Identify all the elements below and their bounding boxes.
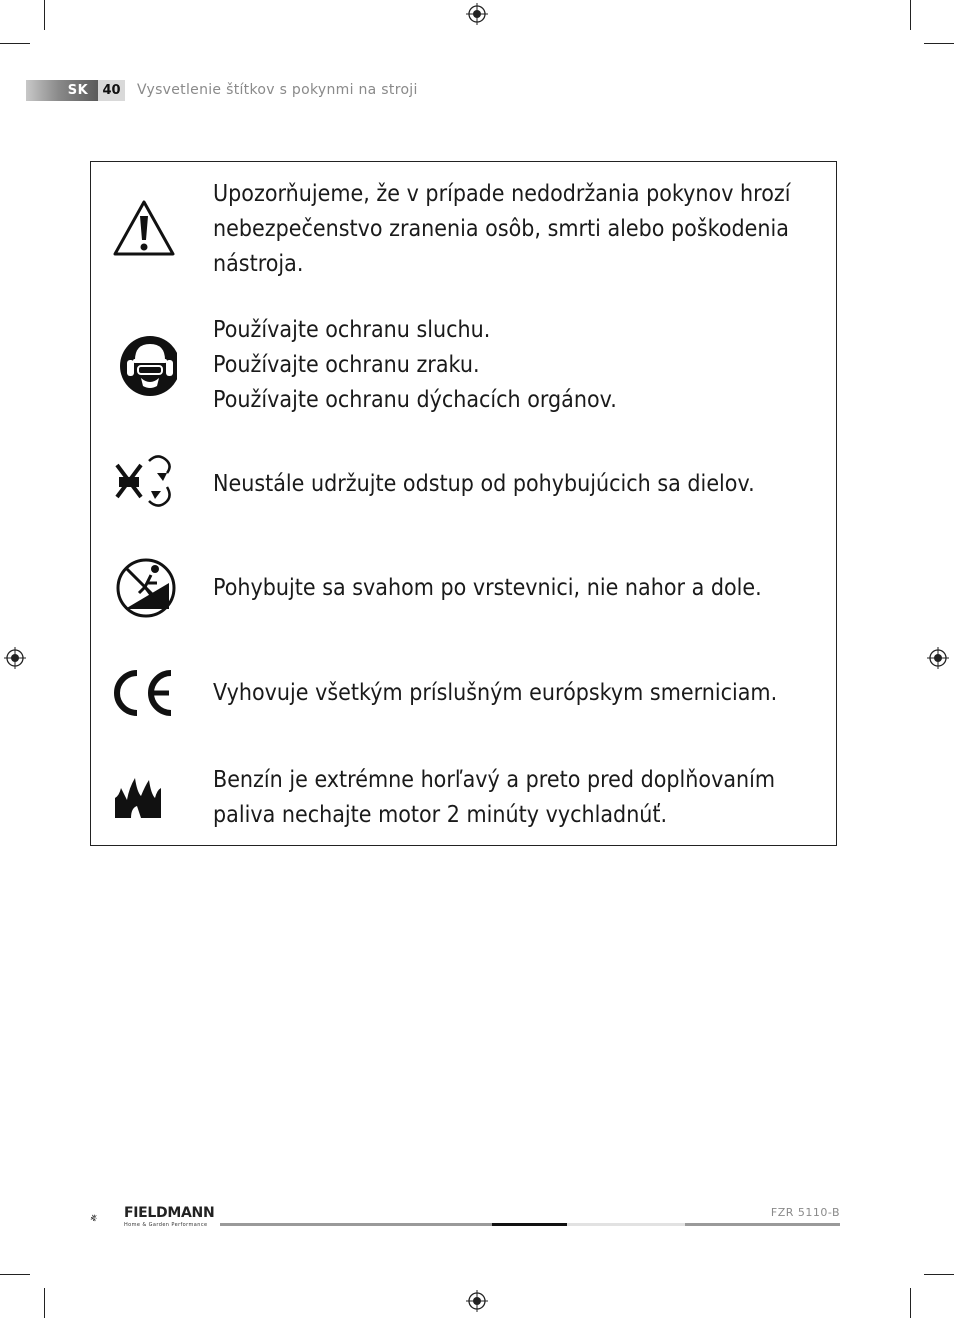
- registration-mark-icon: [466, 3, 488, 25]
- moving-parts-icon: [111, 451, 177, 517]
- label-text: [213, 313, 756, 418]
- label-line: Benzín je extrémne horľavý a preto pred doplňovaním: [213, 767, 776, 793]
- section-title: Vysvetlenie štítkov s pokynmi na stroji: [137, 82, 418, 98]
- safety-labels-box: [90, 161, 837, 846]
- footer-line: [492, 1223, 567, 1226]
- label-text: [213, 467, 756, 502]
- brand-name: FIELDMANN: [124, 1205, 215, 1221]
- label-line: nástroja.: [213, 251, 304, 277]
- label-line: Vyhovuje všetkým príslušným európskym smerniciam.: [213, 680, 778, 706]
- label-line: Neustále udržujte odstup od pohybujúcich sa dielov.: [213, 471, 755, 497]
- slope-icon: [111, 555, 177, 621]
- crop-mark: [44, 1288, 45, 1318]
- crop-mark: [910, 0, 911, 30]
- language-code: SK: [67, 83, 89, 98]
- crop-mark: [44, 0, 45, 30]
- page-number: 40: [98, 80, 125, 101]
- registration-mark-icon: [4, 647, 26, 669]
- label-text: [213, 676, 778, 711]
- label-text: [213, 763, 776, 833]
- fieldmann-logo-icon: [90, 1202, 122, 1234]
- crop-mark: [924, 1274, 954, 1275]
- label-text: [213, 571, 762, 606]
- model-number: FZR 5110-B: [770, 1206, 840, 1219]
- label-line: Používajte ochranu zraku.: [213, 352, 480, 378]
- registration-mark-icon: [927, 647, 949, 669]
- label-line: Pohybujte sa svahom po vrstevnici, nie nahor a dole.: [213, 575, 762, 601]
- warning-triangle-icon: [111, 196, 177, 262]
- fire-icon: [111, 766, 177, 832]
- label-text: [213, 177, 791, 282]
- ce-mark-icon: [111, 661, 177, 727]
- label-line: Používajte ochranu dýchacích orgánov.: [213, 387, 617, 413]
- registration-mark-icon: [466, 1290, 488, 1312]
- footer-line: [220, 1223, 492, 1226]
- footer-line: [567, 1223, 685, 1226]
- crop-mark: [0, 1274, 30, 1275]
- crop-mark: [0, 43, 30, 44]
- footer-line: [685, 1223, 840, 1226]
- label-line: nebezpečenstvo zranenia osôb, smrti alebo poškodenia: [213, 216, 789, 242]
- label-line: Používajte ochranu sluchu.: [213, 317, 491, 343]
- label-line: paliva nechajte motor 2 minúty vychladnúť.: [213, 802, 668, 828]
- brand-tagline: Home & Garden Performance: [124, 1222, 208, 1228]
- protective-gear-icon: [111, 334, 177, 400]
- label-line: Upozorňujeme, že v prípade nedodržania pokynov hrozí: [213, 181, 791, 207]
- crop-mark: [924, 43, 954, 44]
- crop-mark: [910, 1288, 911, 1318]
